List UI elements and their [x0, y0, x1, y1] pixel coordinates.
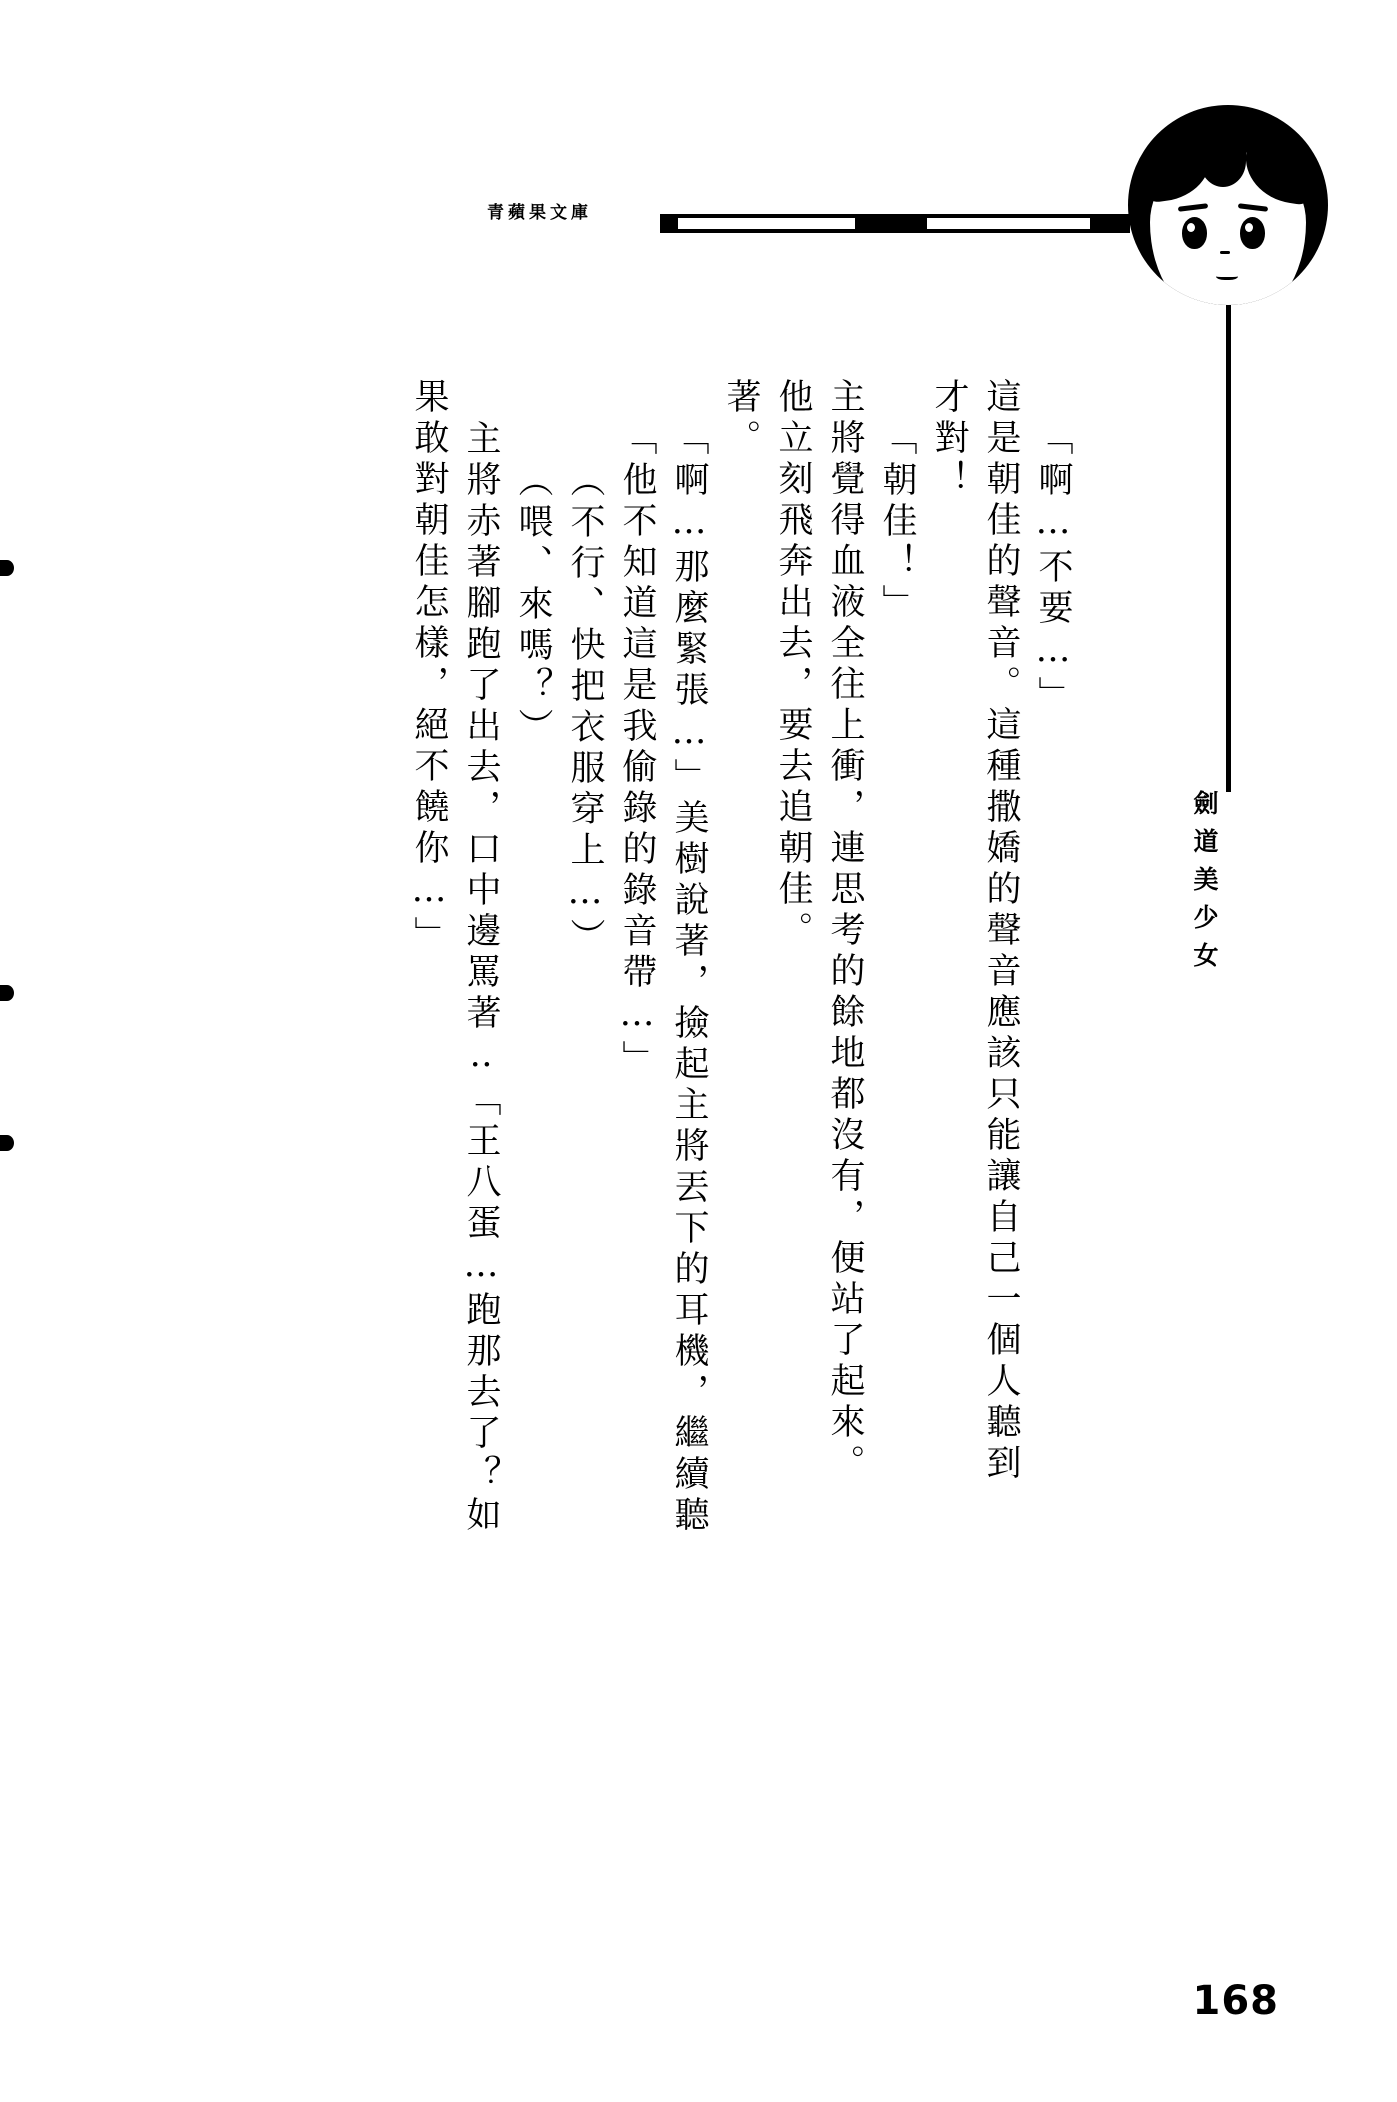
series-label: 青蘋果文庫: [487, 203, 592, 223]
portrait-eye-right: [1240, 217, 1265, 249]
text-column: 才對！: [929, 378, 969, 501]
edge-mark-icon: [0, 985, 14, 1001]
text-column: 果敢對朝佳怎樣，絕不饒你…」: [409, 378, 449, 957]
rule-block-right: [1090, 214, 1130, 233]
portrait-hair-middle: [1200, 135, 1246, 187]
text-column: （不行、快把衣服穿上…）: [565, 462, 605, 959]
book-title: 劍道美少女: [1190, 790, 1219, 980]
portrait-mouth: [1216, 271, 1238, 280]
edge-mark-icon: [0, 560, 14, 576]
rule-block-middle: [855, 214, 927, 233]
portrait-disc: [1128, 105, 1328, 305]
text-column: 「啊…不要…」: [1033, 420, 1073, 717]
edge-mark-icon: [0, 1135, 14, 1151]
text-column: 主將赤著腳跑了出去，口中邊罵著‥「王八蛋…跑那去了？如: [461, 420, 501, 1537]
text-column: （喂、來嗎？）: [513, 462, 553, 749]
rule-block-left: [660, 214, 678, 233]
text-column: 「啊…那麼緊張…」美樹說著，撿起主將丟下的耳機，繼續聽: [669, 420, 709, 1537]
header-stem-line: [1226, 232, 1231, 792]
portrait-eye-left: [1182, 217, 1207, 249]
page-number: 168: [1192, 1978, 1279, 2024]
text-column: 「朝佳！」: [877, 420, 917, 625]
portrait-nose: [1220, 251, 1230, 254]
text-column: 主將覺得血液全往上衝，連思考的餘地都沒有，便站了起來。: [825, 378, 865, 1485]
body-text: [240, 378, 1073, 1878]
text-column: 著。: [721, 378, 761, 460]
header-rule-decoration: [660, 214, 1130, 233]
text-column: 這是朝佳的聲音。這種撒嬌的聲音應該只能讓自己一個人聽到: [981, 378, 1021, 1485]
girl-portrait-icon: [1128, 105, 1328, 305]
text-column: 「他不知道這是我偷錄的錄音帶…」: [617, 420, 657, 1081]
text-column: 他立刻飛奔出去，要去追朝佳。: [773, 378, 813, 952]
